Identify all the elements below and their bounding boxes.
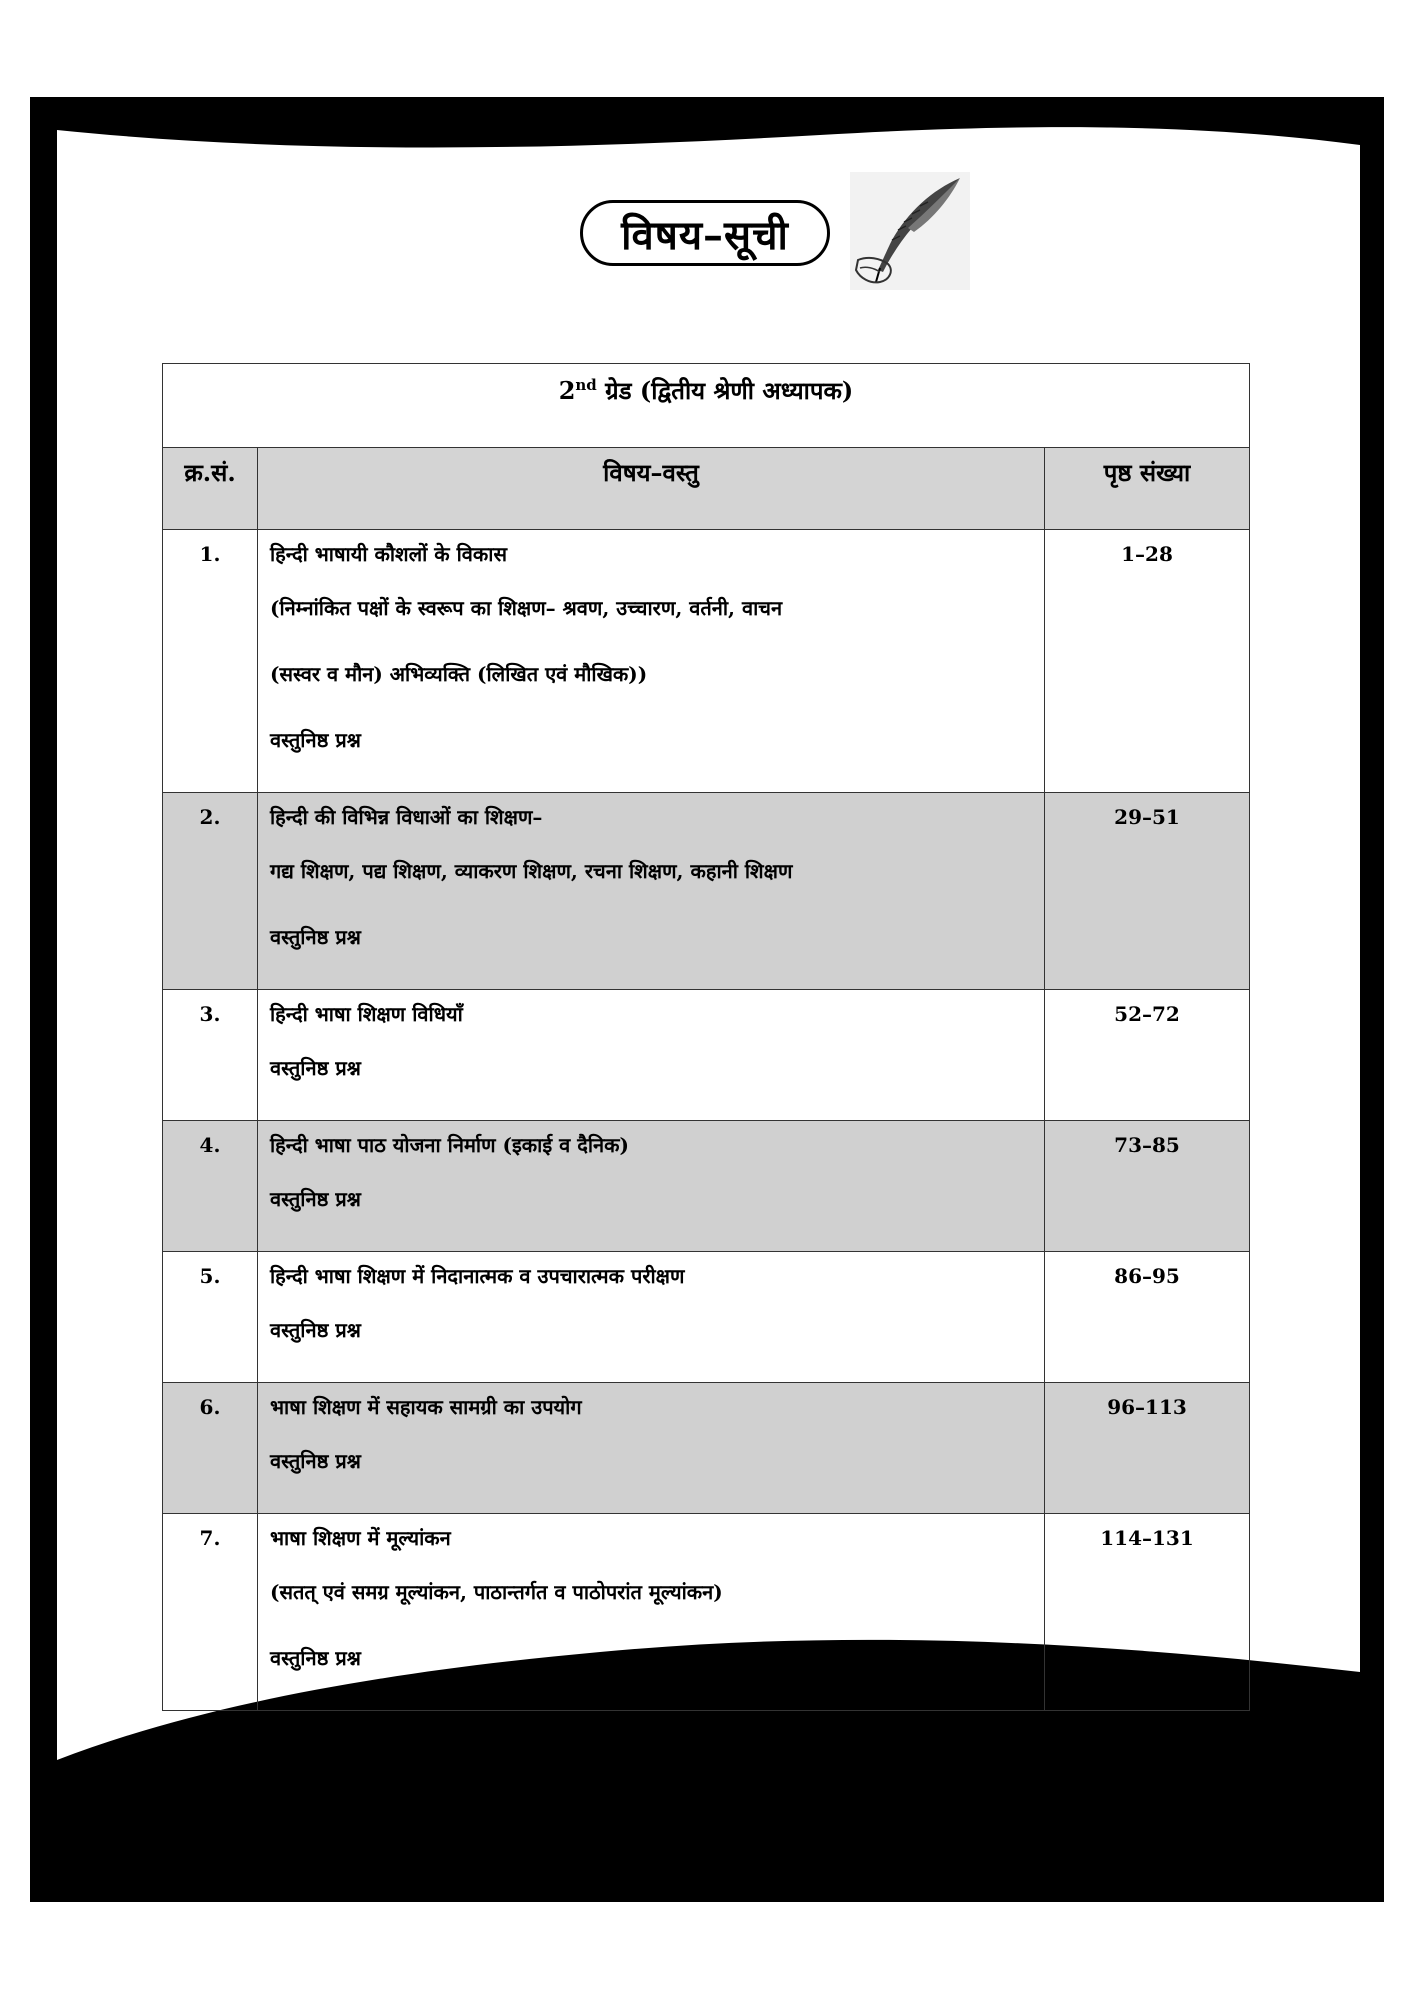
row-topic: भाषा शिक्षण में सहायक सामग्री का उपयोग (270, 1395, 582, 1419)
grade-heading (163, 364, 1250, 448)
row-topic: हिन्दी भाषायी कौशलों के विकास (270, 542, 507, 566)
row-subject (258, 1252, 1045, 1383)
grade-suffix: nd (575, 376, 597, 394)
row-serial: 2. (163, 793, 258, 990)
row-topic: हिन्दी भाषा शिक्षण में निदानात्मक व उपचारात्मक परीक्षण (270, 1264, 685, 1288)
row-subject (258, 990, 1045, 1121)
table-row (163, 1514, 1250, 1711)
row-topic: हिन्दी की विभिन्न विधाओं का शिक्षण– (270, 805, 543, 829)
row-pages: 73–85 (1045, 1121, 1250, 1252)
table-row (163, 1252, 1250, 1383)
page-title: विषय–सूची (621, 211, 789, 259)
row-serial: 7. (163, 1514, 258, 1711)
row-subtopic: वस्तुनिष्ठ प्रश्न (270, 1646, 361, 1670)
row-subject (258, 793, 1045, 990)
header-subject: विषय–वस्तु (258, 448, 1045, 530)
row-subtopic: वस्तुनिष्ठ प्रश्न (270, 1318, 361, 1342)
grade-title: ग्रेड (द्वितीय श्रेणी अध्यापक) (596, 376, 854, 405)
table-row (163, 793, 1250, 990)
row-topic: हिन्दी भाषा पाठ योजना निर्माण (इकाई व दैनिक) (270, 1133, 629, 1157)
row-serial: 6. (163, 1383, 258, 1514)
row-pages: 52–72 (1045, 990, 1250, 1121)
row-subtopic: (निम्नांकित पक्षों के स्वरूप का शिक्षण– श्रवण, उच्चारण, वर्तनी, वाचन (270, 596, 783, 620)
quill-hand-icon (850, 172, 970, 290)
row-subject (258, 1383, 1045, 1514)
row-topic: हिन्दी भाषा शिक्षण विधियाँ (270, 1002, 463, 1026)
title-badge (580, 200, 830, 266)
header-pages: पृष्ठ संख्या (1045, 448, 1250, 530)
row-subject (258, 1514, 1045, 1711)
row-subject (258, 1121, 1045, 1252)
contents-table (162, 363, 1250, 1711)
table-row (163, 1121, 1250, 1252)
table-row (163, 1383, 1250, 1514)
row-subtopic: गद्य शिक्षण, पद्य शिक्षण, व्याकरण शिक्षण, रचना शिक्षण, कहानी शिक्षण (270, 859, 793, 883)
row-subtopic: (सतत् एवं समग्र मूल्यांकन, पाठान्तर्गत व पाठोपरांत मूल्यांकन) (270, 1580, 723, 1604)
row-topic: भाषा शिक्षण में मूल्यांकन (270, 1526, 451, 1550)
header-sno: क्र.सं. (163, 448, 258, 530)
row-subtopic: वस्तुनिष्ठ प्रश्न (270, 728, 361, 752)
row-pages: 114–131 (1045, 1514, 1250, 1711)
grade-number: 2 (558, 376, 576, 405)
row-serial: 3. (163, 990, 258, 1121)
row-serial: 4. (163, 1121, 258, 1252)
row-pages: 96–113 (1045, 1383, 1250, 1514)
row-subtopic: वस्तुनिष्ठ प्रश्न (270, 1187, 361, 1211)
row-pages: 86–95 (1045, 1252, 1250, 1383)
row-serial: 5. (163, 1252, 258, 1383)
row-subtopic: (सस्वर व मौन) अभिव्यक्ति (लिखित एवं मौखिक)) (270, 662, 648, 686)
row-subtopic: वस्तुनिष्ठ प्रश्न (270, 1449, 361, 1473)
table-row (163, 530, 1250, 793)
row-pages: 29–51 (1045, 793, 1250, 990)
row-pages: 1–28 (1045, 530, 1250, 793)
row-serial: 1. (163, 530, 258, 793)
row-subtopic: वस्तुनिष्ठ प्रश्न (270, 1056, 361, 1080)
row-subject (258, 530, 1045, 793)
row-subtopic: वस्तुनिष्ठ प्रश्न (270, 925, 361, 949)
table-row (163, 990, 1250, 1121)
